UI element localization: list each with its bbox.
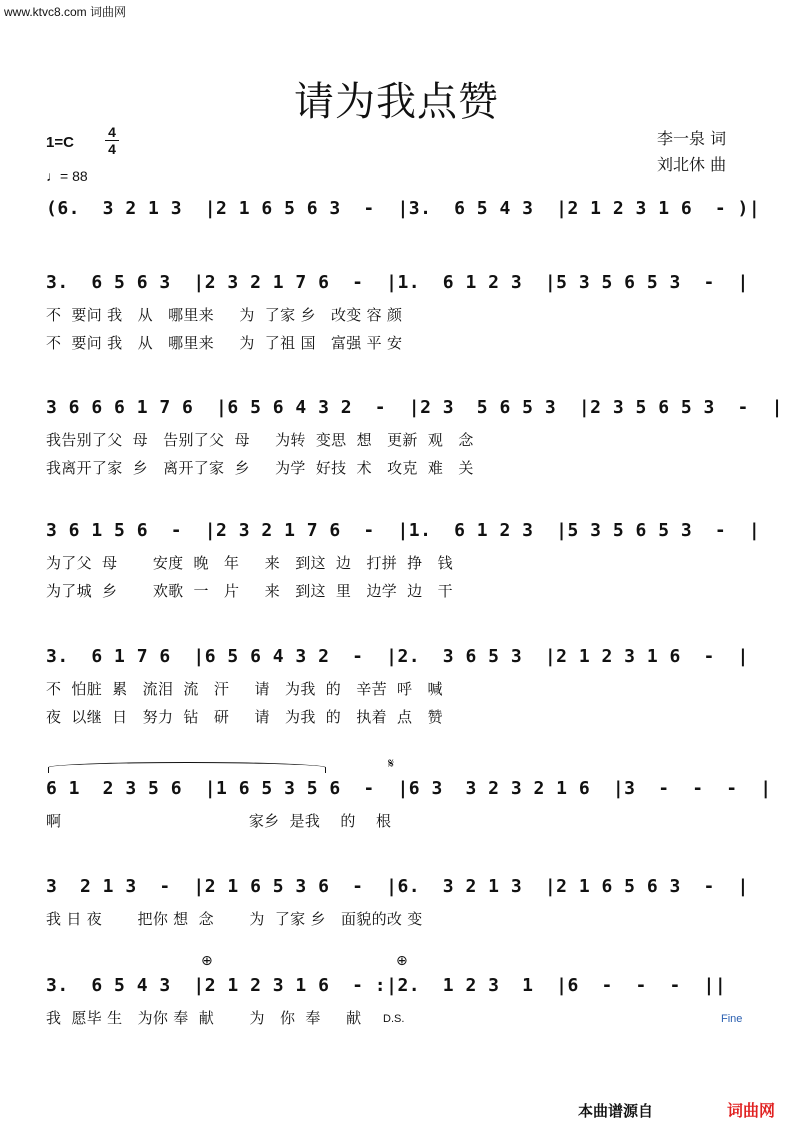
long-slur <box>48 762 326 773</box>
coda-icon-2: ⊕ <box>396 953 408 969</box>
notes-line-3: 3 6 6 6 1 7 6 |6 5 6 4 3 2 - |2 3 5 6 5 3 |2 3 5 6 5 3 - | <box>46 397 783 418</box>
notes-line-8: 3. 6 5 4 3 |2 1 2 3 1 6 - :|2. 1 2 3 1 |6 - - - || <box>46 975 727 996</box>
lyricist-credit: 李一泉 词 <box>657 129 727 148</box>
fine-marking: Fine <box>721 1013 743 1025</box>
dal-segno-marking: D.S. <box>383 1013 405 1025</box>
lyrics-line-4-verse-1: 为了父 母 安度 晚 年 来 到这 边 打拼 挣 钱 <box>46 554 453 572</box>
notes-line-6: 6 1 2 3 5 6 |1 6 5 3 5 6 - |6 3 3 2 3 2 1 6 |3 - - - | <box>46 778 772 799</box>
composer-credit: 刘北休 曲 <box>657 155 727 174</box>
notes-line-7: 3 2 1 3 - |2 1 6 5 3 6 - |6. 3 2 1 3 |2 1 6 5 6 3 - | <box>46 876 749 897</box>
lyrics-line-2-verse-2: 不 要问 我 从 哪里来 为 了祖 国 富强 平 安 <box>46 334 403 352</box>
key-signature: 1=C <box>46 134 74 151</box>
score-line-4 <box>0 520 793 616</box>
quarter-note-icon: ♩ <box>46 168 60 184</box>
site-watermark: www.ktvc8.com 词曲网 <box>4 5 127 19</box>
tempo-value: = 88 <box>60 168 88 184</box>
score-line-8 <box>0 953 793 1071</box>
notes-line-2: 3. 6 5 6 3 |2 3 2 1 7 6 - |1. 6 1 2 3 |5 3 5 6 5 3 - | <box>46 272 749 293</box>
notes-line-5: 3. 6 1 7 6 |6 5 6 4 3 2 - |2. 3 6 5 3 |2 1 2 3 1 6 - | <box>46 646 749 667</box>
lyrics-line-8: 我 愿毕 生 为你 奉 献 为 你 奉 献 <box>46 1009 362 1027</box>
notes-line-1: (6. 3 2 1 3 |2 1 6 5 6 3 - |3. 6 5 4 3 |2 1 2 3 1 6 - )| <box>46 198 761 219</box>
lyrics-line-2-verse-1: 不 要问 我 从 哪里来 为 了家 乡 改变 容 颜 <box>46 306 403 324</box>
segno-icon: 𝄋 <box>388 756 395 772</box>
lyrics-line-5-verse-2: 夜 以继 日 努力 钻 研 请 为我 的 执着 点 赞 <box>46 708 443 726</box>
lyrics-line-5-verse-1: 不 怕脏 累 流泪 流 汗 请 为我 的 辛苦 呼 喊 <box>46 680 443 698</box>
score-line-2 <box>0 272 793 368</box>
lyrics-line-7: 我 日 夜 把你 想 念 为 了家 乡 面貌的改 变 <box>46 910 423 928</box>
score-line-6 <box>0 756 793 874</box>
lyrics-line-4-verse-2: 为了城 乡 欢歌 一 片 来 到这 里 边学 边 干 <box>46 582 453 600</box>
brand-logo: 词曲网 <box>727 1101 776 1120</box>
lyrics-line-3-verse-1: 我告别了父 母 告别了父 母 为转 变思 想 更新 观 念 <box>46 431 474 449</box>
time-signature-top: 4 <box>108 124 116 140</box>
footer-source-label: 本曲谱源自 <box>578 1102 654 1120</box>
lyrics-line-3-verse-2: 我离开了家 乡 离开了家 乡 为学 好技 术 攻克 难 关 <box>46 459 474 477</box>
time-signature-bottom: 4 <box>108 141 116 157</box>
tempo-marking <box>46 168 88 184</box>
score-line-3 <box>0 397 793 493</box>
coda-icon-1: ⊕ <box>201 953 213 969</box>
score-line-5 <box>0 646 793 742</box>
time-signature <box>103 124 121 157</box>
song-title: 请为我点赞 <box>294 79 499 125</box>
lyrics-line-6: 啊 家乡 是我 的 根 <box>46 812 392 830</box>
notes-line-4: 3 6 1 5 6 - |2 3 2 1 7 6 - |1. 6 1 2 3 |5 3 5 6 5 3 - | <box>46 520 761 541</box>
